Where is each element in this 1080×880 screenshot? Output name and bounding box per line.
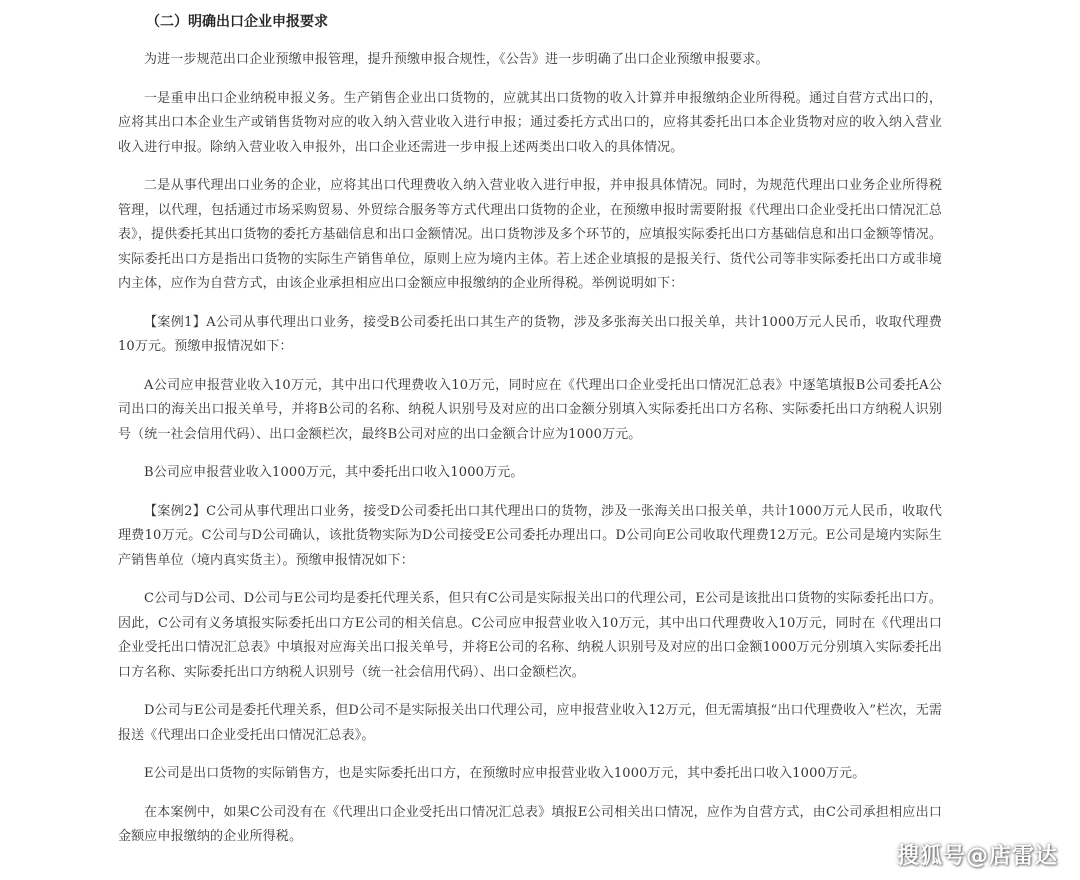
case2-tag: 【案例2】 xyxy=(144,503,207,519)
case1-text: A公司从事代理出口业务，接受B公司委托出口其生产的货物，涉及多张海关出口报关单，共计1000万元人民币，收取代理费10万元。预缴申报情况如下： xyxy=(118,314,942,354)
paragraph-case1-company-a: A公司应申报营业收入10万元，其中出口代理费收入10万元，同时应在《代理出口企业受托出口情况汇总表》中逐笔填报B公司委托A公司出口的海关出口报关单号，并将B公司的名称、纳税人识别号及对应的出口金额分别填入实际委托出口方名称、实际委托出口方纳税人识别号（统一社会信用代码）、出口金额栏次，最终B公司对应的出口金额合计应为1000万元。 xyxy=(118,377,942,442)
paragraph-case2-company-d: D公司与E公司是委托代理关系，但D公司不是实际报关出口代理公司，应申报营业收入12万元，但无需填报“出口代理费收入”栏次，无需报送《代理出口企业受托出口情况汇总表》。 xyxy=(118,703,942,743)
paragraph-case1 xyxy=(118,311,942,360)
section-heading: （二）明确出口企业申报要求 xyxy=(146,14,328,30)
paragraph-case2-company-e: E公司是出口货物的实际销售方，也是实际委托出口方，在预缴时应申报营业收入1000万元，其中委托出口收入1000万元。 xyxy=(144,766,866,781)
paragraph-intro: 为进一步规范出口企业预缴申报管理，提升预缴申报合规性，《公告》进一步明确了出口企业预缴申报要求。 xyxy=(144,52,769,67)
sohu-watermark: 搜狐号@店雷达 xyxy=(896,844,1058,869)
case1-tag: 【案例1】 xyxy=(144,314,207,330)
paragraph-case2-company-c: C公司与D公司、D公司与E公司均是委托代理关系，但只有C公司是实际报关出口的代理公司，E公司是该批出口货物的实际委托出口方。因此，C公司有义务填报实际委托出口方E公司的相关信息。C公司应申报营业收入10万元，其中出口代理费收入10万元，同时在《代理出口企业受托出口情况汇总表》中填报对应海关出口报关单号，并将E公司的名称、纳税人识别号及对应的出口金额1000万元分别填入实际委托出口方名称、实际委托出口方纳税人识别号（统一社会信用代码）、出口金额栏次。 xyxy=(118,591,942,680)
paragraph-obligation: 一是重申出口企业纳税申报义务。生产销售企业出口货物的，应就其出口货物的收入计算并申报缴纳企业所得税。通过自营方式出口的，应将其出口本企业生产或销售货物对应的收入纳入营业收入进行申报；通过委托方式出口的，应将其委托出口本企业货物对应的收入纳入营业收入进行申报。除纳入营业收入申报外，出口企业还需进一步申报上述两类出口收入的具体情况。 xyxy=(118,90,942,155)
article-body xyxy=(118,10,942,864)
paragraph-agency-export: 二是从事代理出口业务的企业，应将其出口代理费收入纳入营业收入进行申报，并申报具体情况。同时，为规范代理出口业务企业所得税管理，以代理，包括通过市场采购贸易、外贸综合服务等方式代理出口货物的企业，在预缴申报时需要附报《代理出口企业受托出口情况汇总表》，提供委托其出口货物的委托方基础信息和出口金额情况。出口货物涉及多个环节的，应填报实际委托出口方基础信息和出口金额等情况。实际委托出口方是指出口货物的实际生产销售单位，原则上应为境内主体。若上述企业填报的是报关行、货代公司等非实际委托出口方或非境内主体，应作为自营方式，由该企业承担相应出口金额应申报缴纳的企业所得税。举例说明如下： xyxy=(118,178,942,291)
paragraph-case1-company-b: B公司应申报营业收入1000万元，其中委托出口收入1000万元。 xyxy=(144,465,524,480)
paragraph-case2-conclusion: 在本案例中，如果C公司没有在《代理出口企业受托出口情况汇总表》填报E公司相关出口情况，应作为自营方式，由C公司承担相应出口金额应申报缴纳的企业所得税。 xyxy=(118,804,942,844)
case2-text: C公司从事代理出口业务，接受D公司委托出口其代理出口的货物，涉及一张海关出口报关单，共计1000万元人民币，收取代理费10万元。C公司与D公司确认，该批货物实际为D公司接受E公司委托办理出口。D公司向E公司收取代理费12万元。E公司是境内实际生产销售单位（境内真实货主）。预缴申报情况如下： xyxy=(118,503,942,568)
paragraph-case2 xyxy=(118,500,942,574)
